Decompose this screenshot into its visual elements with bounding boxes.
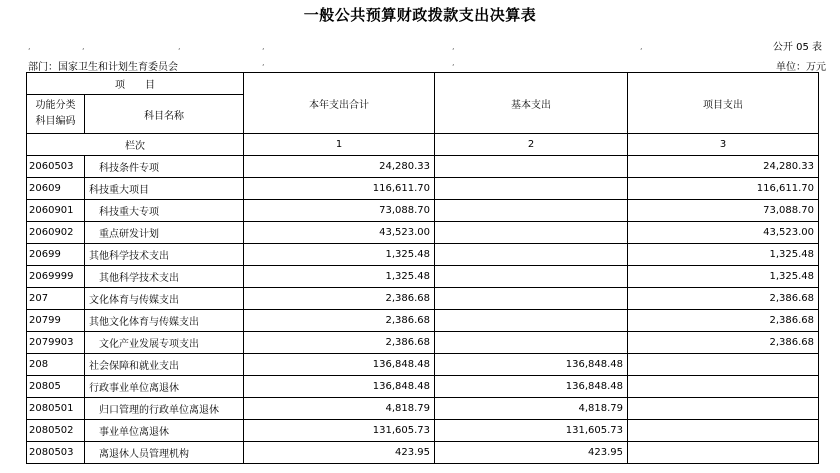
row-basic <box>435 310 628 332</box>
row-item-name: 其他文化体育与传媒支出 <box>85 310 244 332</box>
row-total: 116,611.70 <box>244 178 435 200</box>
unit-label: 单位：万元 <box>776 62 826 73</box>
row-total: 423.95 <box>244 442 435 464</box>
item-group-header: 项 目 <box>27 73 244 95</box>
row-code: 208 <box>27 354 85 376</box>
table-row <box>27 442 819 464</box>
table-row <box>27 244 819 266</box>
row-total: 1,325.48 <box>244 266 435 288</box>
row-basic <box>435 332 628 354</box>
row-project: 2,386.68 <box>628 332 819 354</box>
row-basic <box>435 156 628 178</box>
row-total: 43,523.00 <box>244 222 435 244</box>
row-project: 2,386.68 <box>628 310 819 332</box>
col-no-3: 3 <box>628 134 819 156</box>
table-row <box>27 200 819 222</box>
row-code: 2080503 <box>27 442 85 464</box>
row-total: 2,386.68 <box>244 310 435 332</box>
col-no-2: 2 <box>435 134 628 156</box>
row-total: 73,088.70 <box>244 200 435 222</box>
header-func-code: 功能分类 科目编码 <box>27 95 85 134</box>
row-basic: 136,848.48 <box>435 376 628 398</box>
col-no-label: 栏次 <box>27 134 244 156</box>
table-row <box>27 178 819 200</box>
header-total: 本年支出合计 <box>244 73 435 134</box>
header-project: 项目支出 <box>628 73 819 134</box>
page-title: 一般公共预算财政拨款支出决算表 <box>303 6 537 24</box>
header-item-name: 科目名称 <box>85 95 244 134</box>
row-basic <box>435 222 628 244</box>
row-item-name: 文化体育与传媒支出 <box>85 288 244 310</box>
row-project: 1,325.48 <box>628 244 819 266</box>
form-number: 公开 05 表 <box>772 42 822 53</box>
row-item-name: 科技重大专项 <box>85 200 244 222</box>
col-no-1: 1 <box>244 134 435 156</box>
row-basic <box>435 200 628 222</box>
row-basic <box>435 266 628 288</box>
row-item-name: 科技重大项目 <box>85 178 244 200</box>
row-code: 20805 <box>27 376 85 398</box>
row-basic <box>435 288 628 310</box>
table-row <box>27 222 819 244</box>
table-row <box>27 156 819 178</box>
row-total: 4,818.79 <box>244 398 435 420</box>
row-code: 20799 <box>27 310 85 332</box>
table-row <box>27 310 819 332</box>
row-item-name: 重点研发计划 <box>85 222 244 244</box>
row-basic: 423.95 <box>435 442 628 464</box>
row-project <box>628 420 819 442</box>
row-code: 207 <box>27 288 85 310</box>
row-code: 2060901 <box>27 200 85 222</box>
row-total: 136,848.48 <box>244 354 435 376</box>
row-total: 24,280.33 <box>244 156 435 178</box>
row-basic: 131,605.73 <box>435 420 628 442</box>
row-basic: 136,848.48 <box>435 354 628 376</box>
row-item-name: 归口管理的行政单位离退休 <box>85 398 244 420</box>
table-row <box>27 420 819 442</box>
row-project: 2,386.68 <box>628 288 819 310</box>
row-basic: 4,818.79 <box>435 398 628 420</box>
row-item-name: 其他科学技术支出 <box>85 266 244 288</box>
row-project <box>628 354 819 376</box>
row-project: 24,280.33 <box>628 156 819 178</box>
row-code: 2060503 <box>27 156 85 178</box>
table-row <box>27 398 819 420</box>
row-total: 2,386.68 <box>244 332 435 354</box>
row-item-name: 其他科学技术支出 <box>85 244 244 266</box>
row-code: 2060902 <box>27 222 85 244</box>
row-project: 73,088.70 <box>628 200 819 222</box>
row-total: 2,386.68 <box>244 288 435 310</box>
row-code: 2080502 <box>27 420 85 442</box>
row-total: 131,605.73 <box>244 420 435 442</box>
header-basic: 基本支出 <box>435 73 628 134</box>
row-project <box>628 398 819 420</box>
row-item-name: 文化产业发展专项支出 <box>85 332 244 354</box>
row-code: 2079903 <box>27 332 85 354</box>
row-total: 136,848.48 <box>244 376 435 398</box>
table-row <box>27 266 819 288</box>
row-marks: , , , , , , <box>28 42 643 51</box>
row-code: 2069999 <box>27 266 85 288</box>
row-item-name: 离退休人员管理机构 <box>85 442 244 464</box>
row-code: 20699 <box>27 244 85 266</box>
row-project: 1,325.48 <box>628 266 819 288</box>
table-row <box>27 288 819 310</box>
row-basic <box>435 244 628 266</box>
row-item-name: 行政事业单位离退休 <box>85 376 244 398</box>
row-project: 116,611.70 <box>628 178 819 200</box>
table-row <box>27 354 819 376</box>
table-row <box>27 332 819 354</box>
row-project <box>628 376 819 398</box>
row-project <box>628 442 819 464</box>
department-label: 部门：国家卫生和计划生育委员会 <box>28 62 178 73</box>
row-project: 43,523.00 <box>628 222 819 244</box>
row-total: 1,325.48 <box>244 244 435 266</box>
row-item-name: 社会保障和就业支出 <box>85 354 244 376</box>
table-row <box>27 376 819 398</box>
row-code: 20609 <box>27 178 85 200</box>
row-code: 2080501 <box>27 398 85 420</box>
row-item-name: 科技条件专项 <box>85 156 244 178</box>
expenditure-table <box>26 72 819 464</box>
row-basic <box>435 178 628 200</box>
row-item-name: 事业单位离退休 <box>85 420 244 442</box>
